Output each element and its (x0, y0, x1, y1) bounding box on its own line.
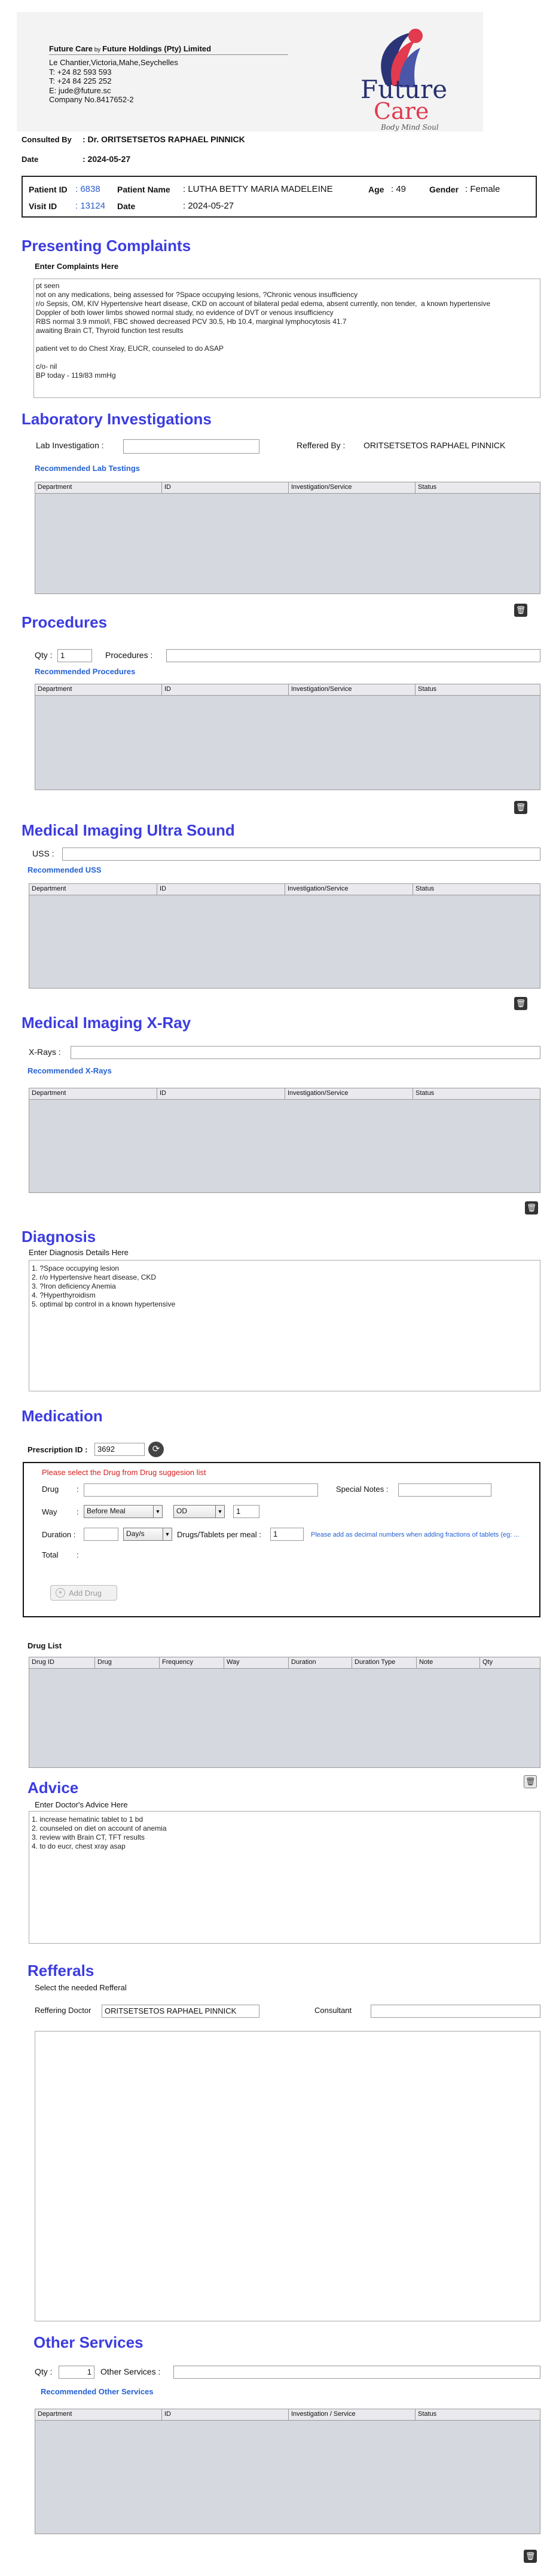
company-address-block (49, 58, 178, 105)
advice-text: 1. increase hematinic tablet to 1 bd 2. counseled on diet on account of anemia 3. review with Brain CT, TFT results 4. to do eucr, chest xray asap (32, 1815, 167, 1850)
xray-label: X-Rays : (29, 1047, 61, 1057)
company-phone-2: T: +24 84 225 252 (49, 77, 112, 85)
lab-col-service: Investigation/Service (289, 482, 416, 493)
uss-input[interactable] (62, 848, 540, 861)
special-notes-label: Special Notes (336, 1485, 384, 1494)
drug-list-delete-icon[interactable]: 🗑 (524, 1775, 537, 1788)
per-meal-input[interactable]: 1 (270, 1528, 304, 1541)
company-email: E: jude@future.sc (49, 85, 111, 95)
company-name-line (49, 44, 211, 55)
way-colon: : (77, 1507, 79, 1516)
procedures-recommended-label: Recommended Procedures (35, 667, 136, 676)
consult-date-value: : 2024-05-27 (83, 154, 131, 164)
company-address: Le Chantier,Victoria,Mahe,Seychelles (49, 58, 178, 67)
duration-unit-value: Day/s (126, 1529, 145, 1538)
xray-table-header (29, 1088, 540, 1100)
company-number: Company No.8417652-2 (49, 95, 134, 104)
referring-doctor-input[interactable]: ORITSETSETOS RAPHAEL PINNICK (102, 2005, 259, 2018)
complaints-title: Presenting Complaints (22, 237, 191, 255)
xray-delete-icon[interactable]: 🗑 (525, 1201, 538, 1214)
uss-col-service: Investigation/Service (285, 884, 413, 895)
diagnosis-title: Diagnosis (22, 1228, 96, 1246)
lab-col-id: ID (162, 482, 289, 493)
uss-recommended-label: Recommended USS (28, 865, 102, 874)
other-col-department: Department (35, 2409, 162, 2420)
company-by: by (92, 47, 103, 53)
future-care-logo (350, 25, 448, 131)
special-notes-colon: : (386, 1485, 389, 1494)
other-table-header (35, 2409, 540, 2421)
frequency-qty-input[interactable]: 1 (233, 1505, 259, 1518)
procedures-recommended-table (35, 684, 540, 790)
patient-age-label: Age (368, 185, 384, 194)
company-phone-1: T: +24 82 593 593 (49, 67, 112, 77)
drug-colon: : (77, 1485, 79, 1494)
other-qty-label: Qty : (35, 2367, 53, 2376)
refresh-prescription-icon[interactable]: ⟳ (148, 1442, 164, 1457)
consultant-input[interactable] (371, 2005, 540, 2018)
frequency-select[interactable] (173, 1505, 225, 1518)
drug-list-header (29, 1657, 540, 1669)
drug-label: Drug (42, 1485, 59, 1494)
lab-referred-value: ORITSETSETOS RAPHAEL PINNICK (363, 440, 506, 450)
uss-table-header (29, 884, 540, 895)
company-holding: Future Holdings (Pty) Limited (102, 44, 212, 53)
patient-id-value: : 6838 (75, 184, 100, 194)
diagnosis-text: 1. ?Space occupying lesion 2. r/o Hypertensive heart disease, CKD 3. ?Iron deficiency Anemia 4. ?Hyperthyroidism 5. optimal bp control in a known hypertensive (32, 1264, 176, 1308)
plus-icon: + (56, 1588, 65, 1598)
visit-date-value: : 2024-05-27 (183, 201, 234, 211)
duration-input[interactable] (84, 1528, 118, 1541)
consulted-by-value: : Dr. ORITSETSETOS RAPHAEL PINNICK (83, 134, 245, 144)
duration-label: Duration : (42, 1530, 76, 1539)
lab-referred-label: Reffered By : (297, 440, 346, 450)
procedures-qty-input[interactable]: 1 (57, 649, 92, 662)
drug-hint: Please select the Drug from Drug suggesion list (42, 1468, 206, 1477)
advice-textarea[interactable] (29, 1811, 540, 1944)
patient-gender-label: Gender (429, 185, 459, 194)
per-meal-label: Drugs/Tablets per meal : (177, 1530, 261, 1539)
xray-title: Medical Imaging X-Ray (22, 1014, 191, 1032)
procedures-title: Procedures (22, 613, 108, 631)
complaints-textarea[interactable] (33, 279, 540, 398)
uss-delete-icon[interactable]: 🗑 (514, 997, 527, 1010)
chevron-down-icon: ▼ (215, 1506, 224, 1518)
drug-list-title: Drug List (28, 1641, 62, 1650)
lab-recommended-table (35, 482, 540, 594)
xray-input[interactable] (71, 1046, 540, 1059)
drug-col-duration: Duration (289, 1657, 352, 1668)
frequency-select-value: OD (176, 1507, 187, 1515)
company-name: Future Care (49, 44, 93, 53)
complaints-subtitle: Enter Complaints Here (35, 262, 119, 271)
special-notes-input[interactable] (398, 1483, 491, 1497)
patient-id-label: Patient ID (29, 185, 68, 194)
other-col-status: Status (418, 2410, 437, 2418)
procedures-col-id: ID (162, 684, 289, 695)
patient-age-value: : 49 (391, 184, 407, 194)
drug-col-note: Note (417, 1657, 480, 1668)
xray-col-service: Investigation/Service (285, 1088, 413, 1099)
total-colon: : (77, 1550, 79, 1559)
patient-info-box (22, 176, 537, 218)
drug-col-frequency: Frequency (160, 1657, 224, 1668)
consulted-by-label: Consulted By (22, 135, 72, 144)
way-select-value: Before Meal (87, 1507, 126, 1515)
drug-col-way: Way (224, 1657, 289, 1668)
logo-word-care: Care (374, 98, 429, 124)
other-col-id: ID (162, 2409, 289, 2420)
uss-col-status: Status (416, 885, 435, 892)
uss-title: Medical Imaging Ultra Sound (22, 821, 235, 839)
duration-unit-select[interactable] (123, 1528, 172, 1541)
lab-title: Laboratory Investigations (22, 410, 212, 428)
procedures-input[interactable] (166, 649, 540, 662)
lab-col-department: Department (35, 482, 162, 493)
procedures-col-service: Investigation/Service (289, 684, 416, 695)
way-select[interactable] (84, 1505, 163, 1518)
patient-name-value: : LUTHA BETTY MARIA MADELEINE (183, 184, 333, 194)
xray-recommended-label: Recommended X-Rays (28, 1066, 112, 1075)
uss-col-department: Department (29, 884, 157, 895)
way-label: Way (42, 1507, 57, 1516)
lab-investigation-label: Lab Investigation : (36, 440, 104, 450)
visit-id-value: : 13124 (75, 201, 106, 211)
patient-gender-value: : Female (465, 184, 500, 194)
other-recommended-table (35, 2409, 540, 2534)
visit-id-label: Visit ID (29, 201, 57, 211)
other-services-title: Other Services (33, 2333, 143, 2351)
referrals-title: Refferals (28, 1962, 94, 1980)
xray-col-status: Status (416, 1090, 435, 1097)
decimal-note: Please add as decimal numbers when adding fractions of tablets (eg: ... (311, 1531, 520, 1538)
referring-doctor-label: Reffering Doctor (35, 2006, 91, 2015)
medication-title: Medication (22, 1407, 103, 1425)
lab-recommended-label: Recommended Lab Testings (35, 464, 140, 473)
add-drug-button[interactable] (50, 1585, 117, 1601)
prescription-form (23, 1462, 540, 1617)
prescription-id-input[interactable]: 3692 (94, 1443, 145, 1456)
uss-label: USS : (32, 849, 54, 858)
referrals-subtitle: Select the needed Refferal (35, 1983, 127, 1992)
procedures-delete-icon[interactable]: 🗑 (514, 801, 527, 814)
procedures-col-department: Department (35, 684, 162, 695)
advice-subtitle: Enter Doctor's Advice Here (35, 1800, 128, 1809)
drug-input[interactable] (84, 1483, 318, 1497)
lab-table-header (35, 482, 540, 494)
drug-col-duration-type: Duration Type (352, 1657, 417, 1668)
procedures-qty-label: Qty : (35, 650, 53, 660)
consultant-label: Consultant (314, 2006, 352, 2015)
header-divider (49, 54, 288, 55)
drug-col-drug: Drug (95, 1657, 160, 1668)
other-col-service: Investigation / Service (289, 2409, 416, 2420)
lab-investigation-input[interactable] (123, 439, 259, 454)
diagnosis-textarea[interactable] (29, 1260, 540, 1391)
procedures-table-header (35, 684, 540, 696)
drug-list-table (29, 1657, 540, 1768)
add-drug-label: Add Drug (69, 1589, 102, 1598)
visit-date-label: Date (117, 201, 136, 211)
xray-col-id: ID (157, 1088, 285, 1099)
xray-col-department: Department (29, 1088, 157, 1099)
other-delete-icon[interactable]: 🗑 (524, 2550, 537, 2563)
uss-col-id: ID (157, 884, 285, 895)
drug-col-id: Drug ID (29, 1657, 95, 1668)
drug-col-qty: Qty (482, 1659, 493, 1666)
logo-word-future: Future (361, 75, 448, 104)
prescription-id-label: Prescription ID : (28, 1445, 88, 1454)
chevron-down-icon: ▼ (163, 1528, 172, 1540)
xray-recommended-table (29, 1088, 540, 1193)
other-services-input[interactable] (173, 2366, 540, 2379)
lab-delete-icon[interactable]: 🗑 (514, 604, 527, 617)
other-recommended-label: Recommended Other Services (41, 2387, 154, 2396)
uss-recommended-table (29, 883, 540, 989)
complaints-text: pt seen not on any medications, being assessed for ?Space occupying lesions, ?Chronic venous insufficiency r/o Sepsis, OM, KIV Hypertensive heart disease, CKD on account of bilateral pedal edema, absent currently, non tender, a known hypertensive Doppler of both lower limbs showed normal study, no evidence of DVT or venous insufficiency RBS normal 3.9 mmol/l, FBC showed decreased PCV 30.5, Hb 10.4, marginal lymphocytosis 41.7 awaiting Brain CT, Thyroid function test results patient vet to do Chest Xray, EUCR, counseled to do ASAP c/o- nil BP today - 119/83 mmHg (36, 282, 491, 380)
lab-col-status: Status (418, 484, 437, 491)
total-label: Total (42, 1550, 59, 1559)
procedures-label: Procedures : (105, 650, 153, 660)
patient-name-label: Patient Name (117, 185, 170, 194)
advice-title: Advice (28, 1779, 79, 1797)
chevron-down-icon: ▼ (153, 1506, 162, 1518)
referral-letter-textarea[interactable] (35, 2031, 540, 2321)
consult-date-label: Date (22, 155, 39, 164)
logo-tagline: Body Mind Soul (381, 123, 439, 131)
other-services-label: Other Services : (100, 2367, 161, 2376)
diagnosis-subtitle: Enter Diagnosis Details Here (29, 1248, 129, 1257)
procedures-col-status: Status (418, 686, 437, 693)
other-qty-input[interactable]: 1 (59, 2366, 94, 2379)
